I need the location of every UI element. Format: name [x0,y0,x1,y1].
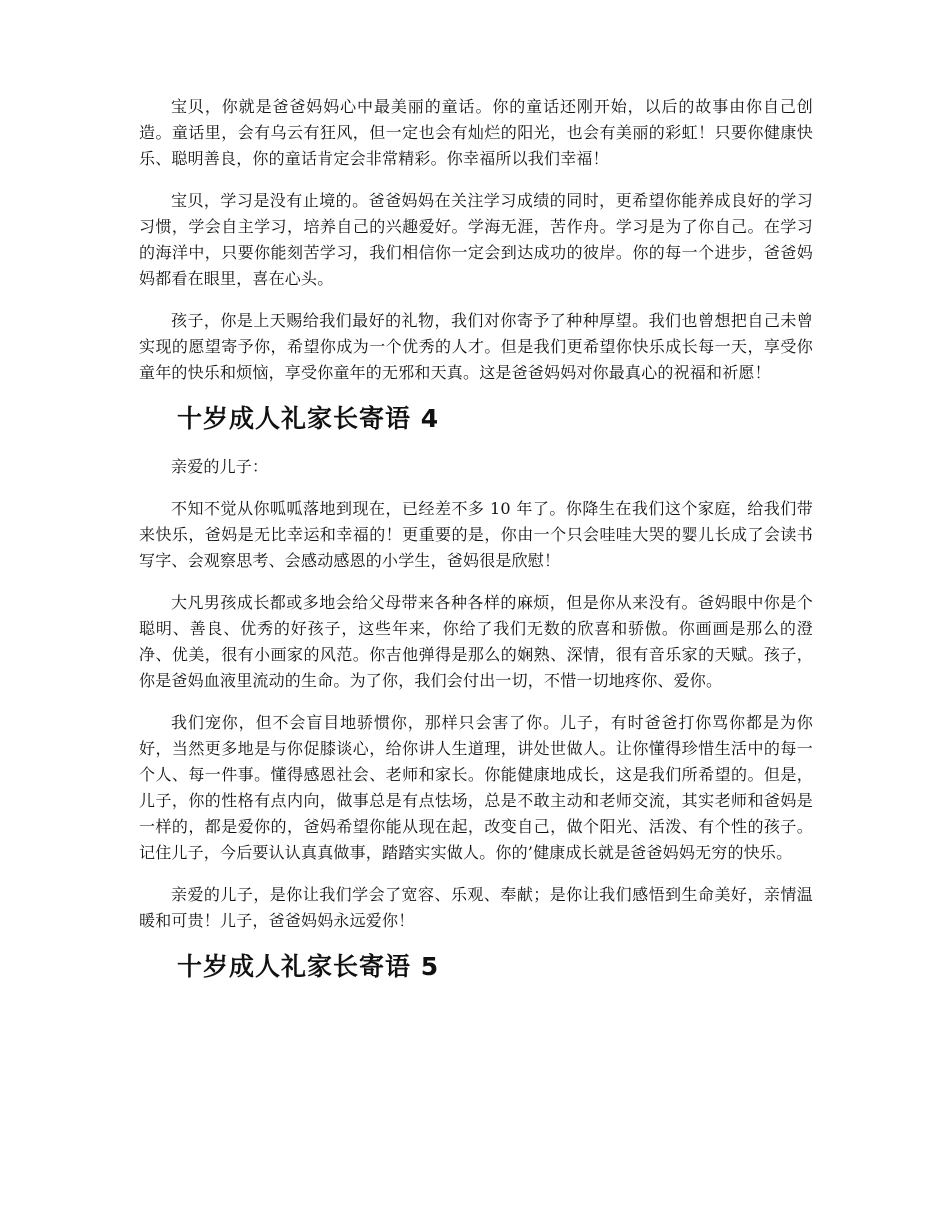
paragraph: 宝贝，学习是没有止境的。爸爸妈妈在关注学习成绩的同时，更希望你能养成良好的学习习惯，学会自主学习，培养自己的兴趣爱好。学海无涯，苦作舟。学习是为了你自己。在学习的海洋中，只要你能刻苦学习，我们相信你一定会到达成功的彼岸。你的每一个进步，爸爸妈妈都看在眼里，喜在心头。 [139,191,813,288]
document-body [139,94,813,1002]
paragraph: 不知不觉从你呱呱落地到现在，已经差不多 10 年了。你降生在我们这个家庭，给我们带来快乐，爸妈是无比幸运和幸福的！更重要的是，你由一个只会哇哇大哭的婴儿长成了会读书写字、会观察思考、会感动感恩的小学生，爸妈很是欣慰！ [139,499,813,570]
paragraph: 宝贝，你就是爸爸妈妈心中最美丽的童话。你的童话还刚开始，以后的故事由你自己创造。童话里，会有乌云有狂风，但一定也会有灿烂的阳光，也会有美丽的彩虹！只要你健康快乐、聪明善良，你的童话肯定会非常精彩。你幸福所以我们幸福！ [139,97,813,168]
paragraph: 我们宠你，但不会盲目地骄惯你，那样只会害了你。儿子，有时爸爸打你骂你都是为你好，当然更多地是与你促膝谈心，给你讲人生道理，讲处世做人。让你懂得珍惜生活中的每一个人、每一件事。懂得感恩社会、老师和家长。你能健康地成长，这是我们所希望的。但是，儿子，你的性格有点内向，做事总是有点怯场，总是不敢主动和老师交流，其实老师和爸妈是一样的，都是爱你的，爸妈希望你能从现在起，改变自己，做个阳光、活泼、有个性的孩子。记住儿子，今后要认认真真做事，踏踏实实做人。你的’健康成长就是爸爸妈妈无穷的快乐。 [139,713,813,862]
paragraph: 大凡男孩成长都或多地会给父母带来各种各样的麻烦，但是你从来没有。爸妈眼中你是个聪明、善良、优秀的好孩子，这些年来，你给了我们无数的欣喜和骄傲。你画画是那么的澄净、优美，很有小画家的风范。你吉他弹得是那么的娴熟、深情，很有音乐家的天赋。孩子，你是爸妈血液里流动的生命。为了你，我们会付出一切，不惜一切地疼你、爱你。 [139,593,813,690]
paragraph: 孩子，你是上天赐给我们最好的礼物，我们对你寄予了种种厚望。我们也曾想把自己未曾实现的愿望寄予你，希望你成为一个优秀的人才。但是我们更希望你快乐成长每一天，享受你童年的快乐和烦恼，享受你童年的无邪和天真。这是爸爸妈妈对你最真心的祝福和祈愿！ [139,311,813,382]
section-heading-5: 十岁成人礼家长寄语 5 [177,952,440,981]
salutation: 亲爱的儿子： [171,457,269,476]
paragraph: 亲爱的儿子，是你让我们学会了宽容、乐观、奉献；是你让我们感悟到生命美好，亲情温暖和可贵！儿子，爸爸妈妈永远爱你！ [139,885,813,930]
section-heading-4: 十岁成人礼家长寄语 4 [177,404,440,433]
